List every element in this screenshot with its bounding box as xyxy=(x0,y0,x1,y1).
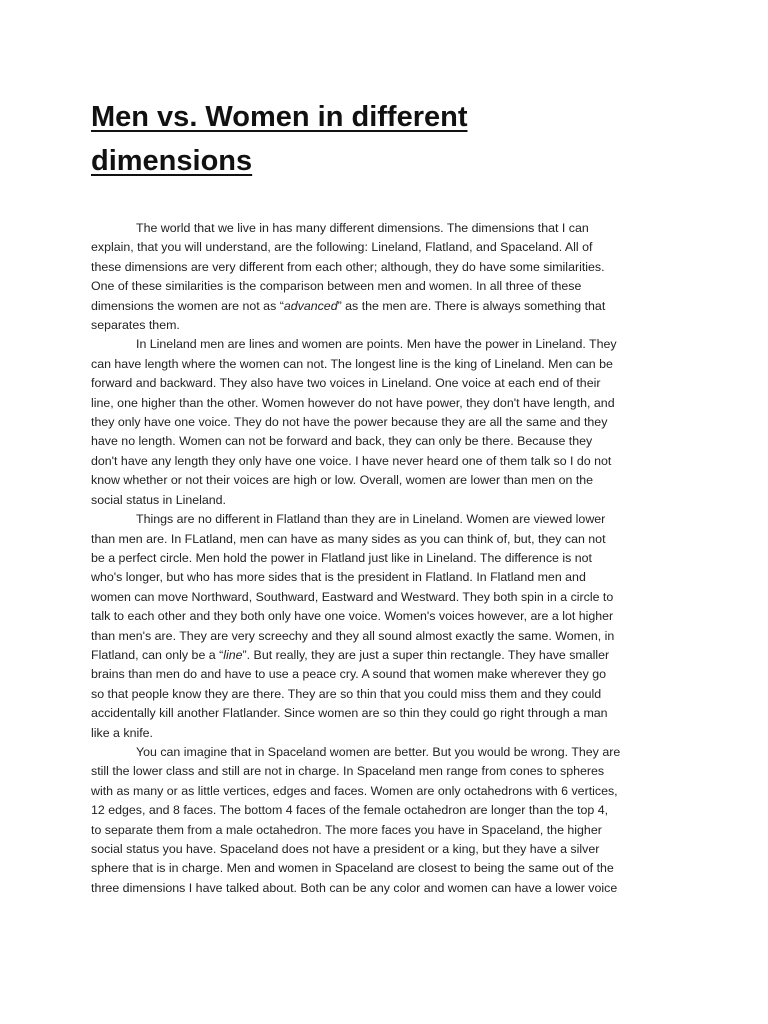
emphasis-line: line xyxy=(223,647,243,662)
text-line: accidentally kill another Flatlander. Since women are so thin they could go right through a man xyxy=(91,706,608,721)
text-line: sphere that is in charge. Men and women in Spaceland are closest to being the same out of the xyxy=(91,861,614,876)
text-line: still the lower class and still are not in charge. In Spaceland men range from cones to spheres xyxy=(91,764,605,779)
text-line: brains than men do and have to use a peace cry. A sound that women make wherever they go xyxy=(91,667,606,682)
text-line: line, one higher than the other. Women however do not have power, they don't have length, and xyxy=(91,395,615,410)
paragraph-2 xyxy=(91,335,681,510)
text-line: social status you have. Spaceland does not have a president or a king, but they have a silver xyxy=(91,842,600,856)
text-line: can have length where the women can not. The longest line is the king of Lineland. Men can be xyxy=(91,356,613,371)
text-line: three dimensions I have talked about. Both can be any color and women can have a lower voice xyxy=(91,880,618,895)
text-line: to separate them from a male octahedron. The more faces you have in Spaceland, the higher xyxy=(91,822,602,837)
text-line: One of these similarities is the comparison between men and women. In all three of these xyxy=(91,279,582,294)
text-line xyxy=(91,646,681,665)
text-line xyxy=(91,297,681,316)
emphasis-advanced: advanced xyxy=(283,298,338,313)
paragraph-3 xyxy=(91,510,681,743)
document-title xyxy=(91,95,691,183)
title-line-1: Men vs. Women in different xyxy=(91,101,468,133)
text-line: The world that we live in has many different dimensions. The dimensions that I can xyxy=(136,221,589,235)
text-line: than men are. In FLatland, men can have as many sides as you can think of, but, they can not xyxy=(91,531,606,546)
text-line: explain, that you will understand, are the following: Lineland, Flatland, and Spaceland. All of xyxy=(91,240,593,255)
text-line: they only have one voice. They do not have the power because they are all the same and they xyxy=(91,415,608,430)
text-line: who's longer, but who has more sides that is the president in Flatland. In Flatland men and xyxy=(91,570,586,585)
paragraph-1 xyxy=(91,219,681,335)
paragraph-4 xyxy=(91,743,681,898)
text-line: women can move Northward, Southward, Eastward and Westward. They both spin in a circle to xyxy=(91,589,614,604)
text-line: In Lineland men are lines and women are points. Men have the power in Lineland. They xyxy=(136,337,617,352)
text-line: than men's are. They are very screechy and they all sound almost exactly the same. Women, in xyxy=(91,628,615,643)
text-segment: Flatland, can only be a “ xyxy=(91,647,224,662)
text-segment: ”. But really, they are just a super thin rectangle. They have smaller xyxy=(242,647,610,662)
document-body xyxy=(91,219,681,898)
text-line: these dimensions are very different from each other; although, they do have some similarities. xyxy=(91,259,605,274)
text-line: 12 edges, and 8 faces. The bottom 4 faces of the female octahedron are longer than the top 4, xyxy=(91,803,609,818)
text-line: social status in Lineland. xyxy=(91,492,227,507)
text-line: You can imagine that in Spaceland women are better. But you would be wrong. They are xyxy=(136,744,621,759)
text-segment: dimensions the women are not as “ xyxy=(91,298,284,313)
text-line: so that people know they are there. They are so thin that you could miss them and they could xyxy=(91,686,602,701)
text-line: separates them. xyxy=(91,318,180,333)
text-line: don't have any length they only have one voice. I have never heard one of them talk so I do not xyxy=(91,453,612,468)
text-line: talk to each other and they both only have one voice. Women's voices however, are a lot higher xyxy=(91,609,614,624)
text-line: forward and backward. They also have two voices in Lineland. One voice at each end of their xyxy=(91,376,601,391)
text-line: be a perfect circle. Men hold the power in Flatland just like in Lineland. The difference is not xyxy=(91,550,592,565)
text-line: have no length. Women can not be forward and back, they can only be there. Because they xyxy=(91,434,593,449)
text-line: like a knife. xyxy=(91,725,153,740)
text-line: with as many or as little vertices, edges and faces. Women are only octahedrons with 6 vertices, xyxy=(91,783,618,798)
title-line-2: dimensions xyxy=(91,145,253,177)
text-line: know whether or not their voices are high or low. Overall, women are lower than men on the xyxy=(91,473,594,488)
text-segment: ” as the men are. There is always something that xyxy=(337,298,606,313)
text-line: Things are no different in Flatland than they are in Lineland. Women are viewed lower xyxy=(136,512,606,527)
